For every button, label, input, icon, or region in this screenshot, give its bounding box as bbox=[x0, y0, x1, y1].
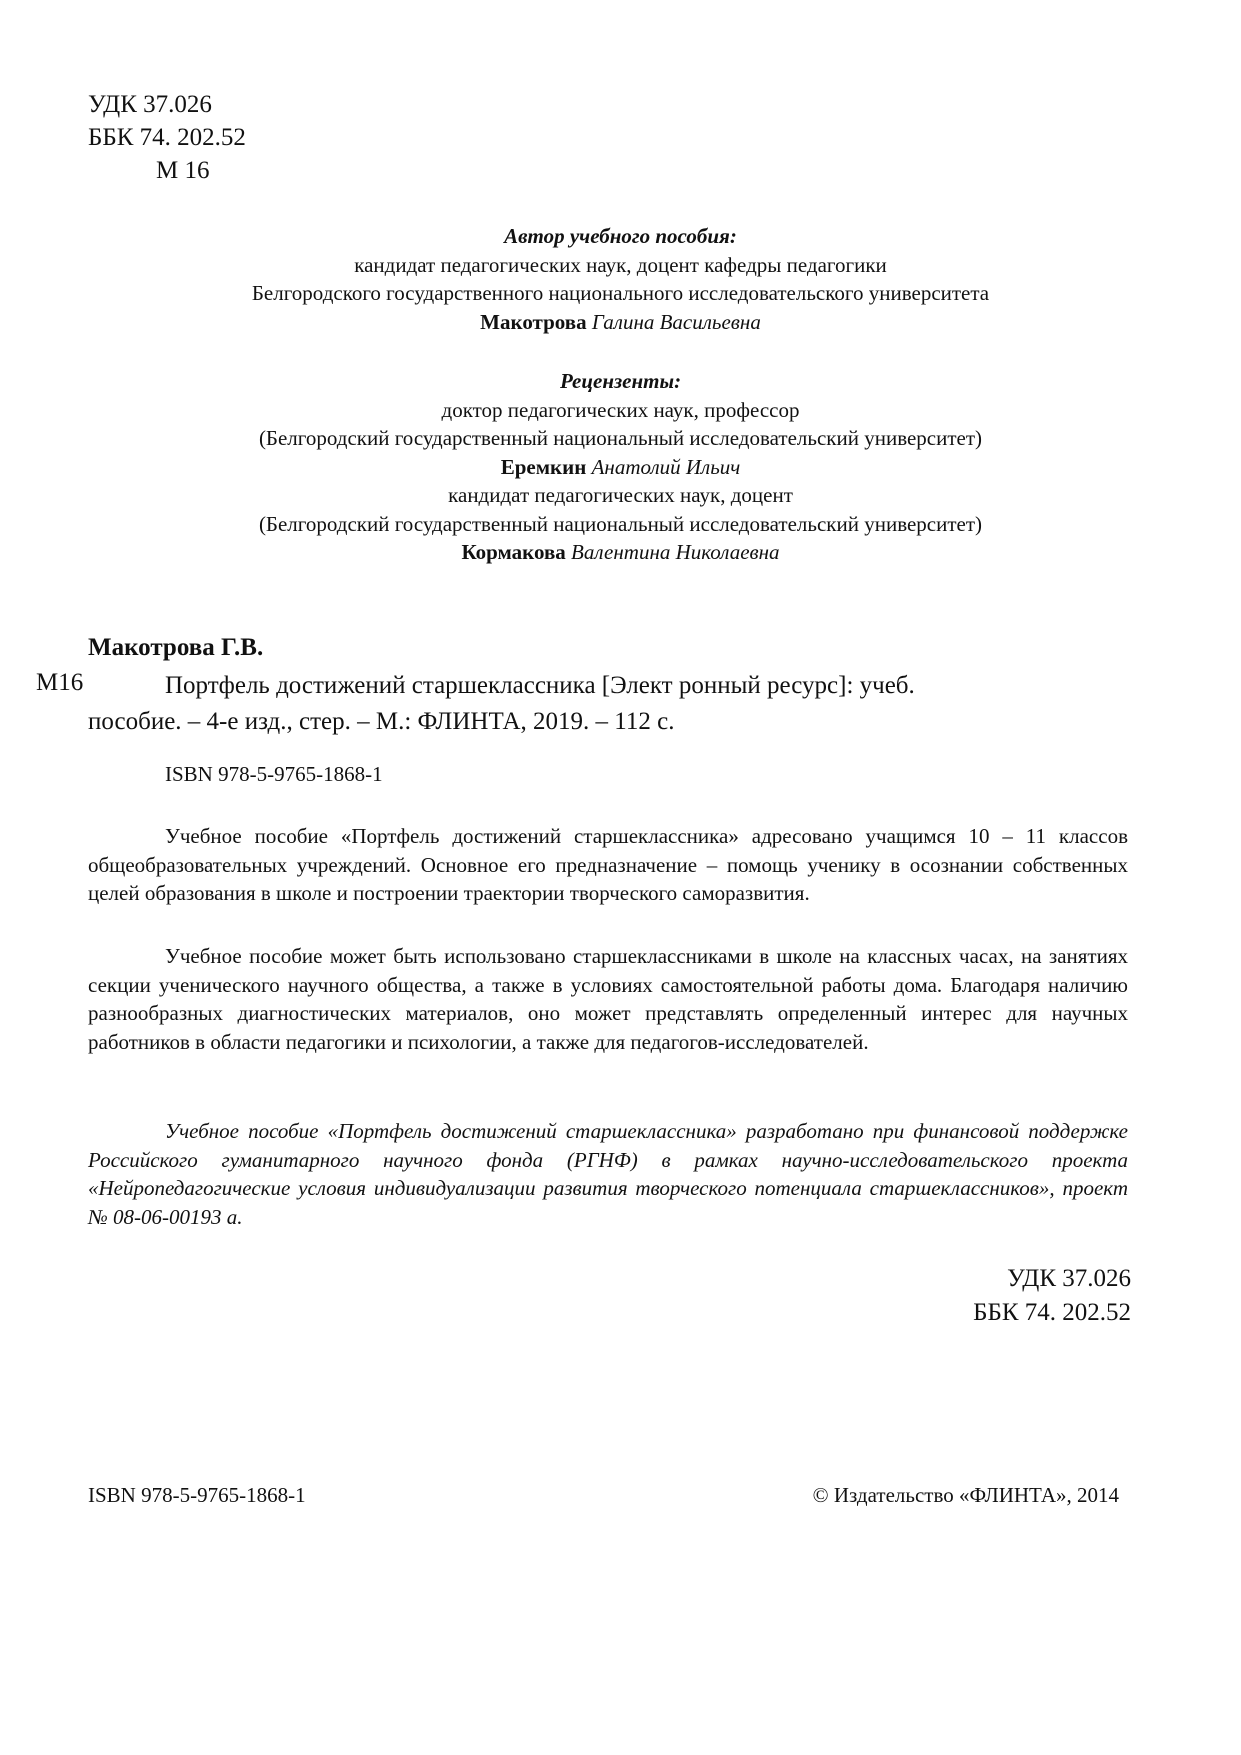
author-name: Галина Васильевна bbox=[591, 309, 761, 334]
udk-code: УДК 37.026 bbox=[88, 91, 212, 118]
classification-block bbox=[88, 88, 246, 187]
author-affiliation: Белгородского государственного национального исследовательского университета bbox=[251, 281, 990, 305]
author-heading: Автор учебного пособия: bbox=[504, 224, 737, 248]
reviewer-1-title: доктор педагогических наук, профессор bbox=[441, 397, 800, 422]
copyright: © Издательство «ФЛИНТА», 2014 bbox=[812, 1483, 1119, 1507]
citation-line-1: Портфель достижений старшеклассника [Элект ронный ресурс]: учеб. bbox=[165, 672, 915, 699]
reviewers-section bbox=[80, 367, 1161, 567]
book-author: Макотрова Г.В. bbox=[88, 634, 264, 661]
reviewer-1-affiliation: (Белгородский государственный национальный исследовательский университет) bbox=[258, 426, 983, 450]
reviewer-2-fullname bbox=[80, 538, 1161, 567]
author-surname: Макотрова bbox=[480, 309, 587, 334]
reviewer-2-affiliation: (Белгородский государственный национальный исследовательский университет) bbox=[258, 511, 983, 536]
annotation-paragraph-1: Учебное пособие «Портфель достижений старшеклассника» адресовано учащимся 10 – 11 классов общеобразовательных учреждений. Основное его предназначение – помощь ученику в осознании собственных целей образования в школе и построении траектории творческого саморазвития. bbox=[88, 824, 1128, 906]
author-mark: М 16 bbox=[156, 157, 210, 184]
isbn-footer: ISBN 978-5-9765-1868-1 bbox=[88, 1483, 306, 1507]
isbn-top: ISBN 978-5-9765-1868-1 bbox=[165, 762, 383, 786]
reviewer-1-fullname bbox=[80, 453, 1161, 482]
bbk-code-footer: ББК 74. 202.52 bbox=[973, 1299, 1131, 1326]
reviewer-1-name: Анатолий Ильич bbox=[591, 454, 741, 479]
udk-code-footer: УДК 37.026 bbox=[1007, 1265, 1131, 1292]
funding-note: Учебное пособие «Портфель достижений старшеклассника» разработано при финансовой поддержке Российского гуманитарного научного фонда (РГНФ) в рамках научно-исследовательского проекта «Нейропедагогические условия индивидуализации развития творческого потенциала старшеклассников», проект № 08-06-00193 а. bbox=[88, 1119, 1128, 1229]
reviewer-2-surname: Кормакова bbox=[461, 540, 566, 564]
bbk-code: ББК 74. 202.52 bbox=[88, 124, 246, 151]
reviewer-2-name: Валентина Николаевна bbox=[571, 540, 780, 564]
citation-line-2: пособие. – 4-е изд., стер. – М.: ФЛИНТА, 2019. – 112 с. bbox=[88, 708, 675, 735]
reviewer-1-surname: Еремкин bbox=[500, 454, 587, 479]
bibliographic-mark: М16 bbox=[36, 669, 84, 696]
author-section bbox=[80, 222, 1161, 336]
reviewers-heading: Рецензенты: bbox=[559, 369, 682, 393]
reviewer-2-title: кандидат педагогических наук, доцент bbox=[448, 483, 793, 507]
author-fullname bbox=[80, 308, 1161, 337]
annotation-paragraph-2: Учебное пособие может быть использовано старшеклассниками в школе на классных часах, на занятиях секции ученического научного общества, а также в условиях самостоятельной работы дома. Благодаря наличию разнообразных диагностических материалов, оно может представлять определенный интерес для научных работников в области педагогики и психологии, а также для педагогов-исследователей. bbox=[88, 944, 1128, 1054]
bibliographic-citation bbox=[88, 668, 1128, 740]
classification-footer bbox=[973, 1262, 1131, 1330]
author-title: кандидат педагогических наук, доцент кафедры педагогики bbox=[354, 252, 887, 277]
